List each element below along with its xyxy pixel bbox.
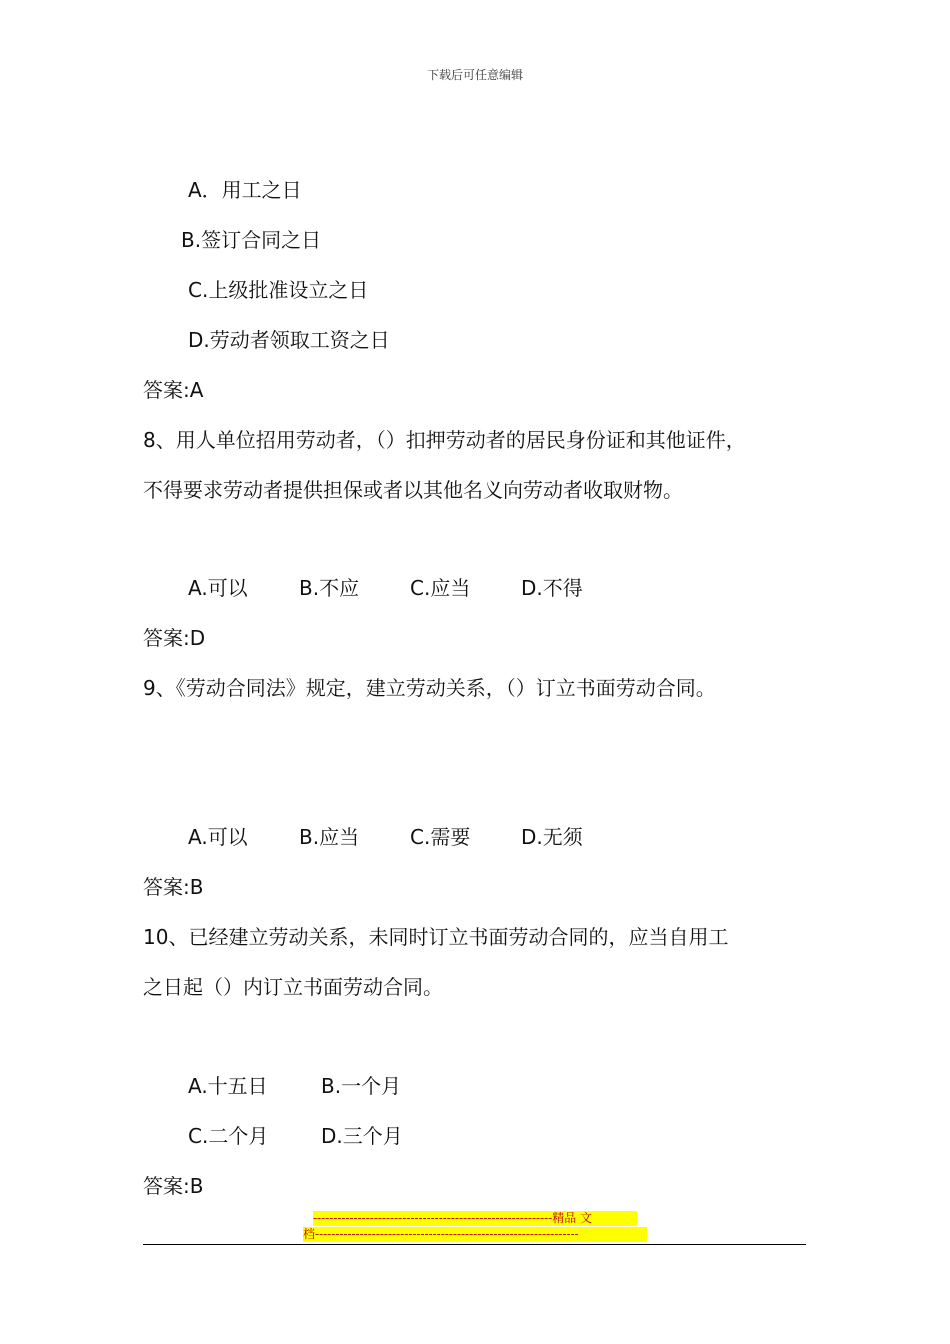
q7-option-c: C.上级批准设立之日 — [188, 278, 369, 302]
q10-question-line1: 10、已经建立劳动关系，未同时订立书面劳动合同的，应当自用工 — [143, 925, 729, 949]
page-header: 下载后可任意编辑 — [426, 68, 523, 82]
q9-option-c: C.需要 — [410, 825, 471, 849]
q8-options-row — [188, 576, 583, 600]
q8-option-c: C.应当 — [410, 576, 471, 600]
q8-option-d: D.不得 — [521, 576, 583, 600]
q10-option-b: B.一个月 — [321, 1074, 402, 1098]
q10-options-row2 — [188, 1124, 403, 1148]
q9-question-line1: 9、《劳动合同法》规定，建立劳动关系，（）订立书面劳动合同。 — [143, 676, 716, 700]
q10-options-row1 — [188, 1074, 401, 1098]
q7-option-a: A．用工之日 — [188, 178, 302, 202]
q8-answer: 答案:D — [143, 626, 206, 650]
q9-option-a: A.可以 — [188, 825, 248, 849]
q9-options-row — [188, 825, 583, 849]
q7-option-d: D.劳动者领取工资之日 — [188, 328, 390, 352]
q8-option-a: A.可以 — [188, 576, 248, 600]
footer-rule — [143, 1244, 806, 1245]
q7-answer: 答案:A — [143, 378, 204, 402]
q9-option-d: D.无须 — [521, 825, 583, 849]
q9-answer: 答案:B — [143, 875, 204, 899]
q9-option-b: B.应当 — [299, 825, 360, 849]
q10-option-c: C.二个月 — [188, 1124, 269, 1148]
q10-option-d: D.三个月 — [321, 1124, 403, 1148]
q7-option-b: B.签订合同之日 — [181, 228, 322, 252]
footer-watermark-line2: 档----------------------------------------------------------------- — [303, 1227, 647, 1242]
q8-question-line1: 8、用人单位招用劳动者，（）扣押劳动者的居民身份证和其他证件， — [143, 428, 746, 452]
q8-option-b: B.不应 — [299, 576, 360, 600]
footer-watermark-line1: -----------------------------------------------------------精品 文 — [313, 1211, 637, 1226]
q8-question-line2: 不得要求劳动者提供担保或者以其他名义向劳动者收取财物。 — [143, 478, 683, 502]
q10-option-a: A.十五日 — [188, 1074, 268, 1098]
q10-answer: 答案:B — [143, 1174, 204, 1198]
q10-question-line2: 之日起（）内订立书面劳动合同。 — [143, 975, 443, 999]
